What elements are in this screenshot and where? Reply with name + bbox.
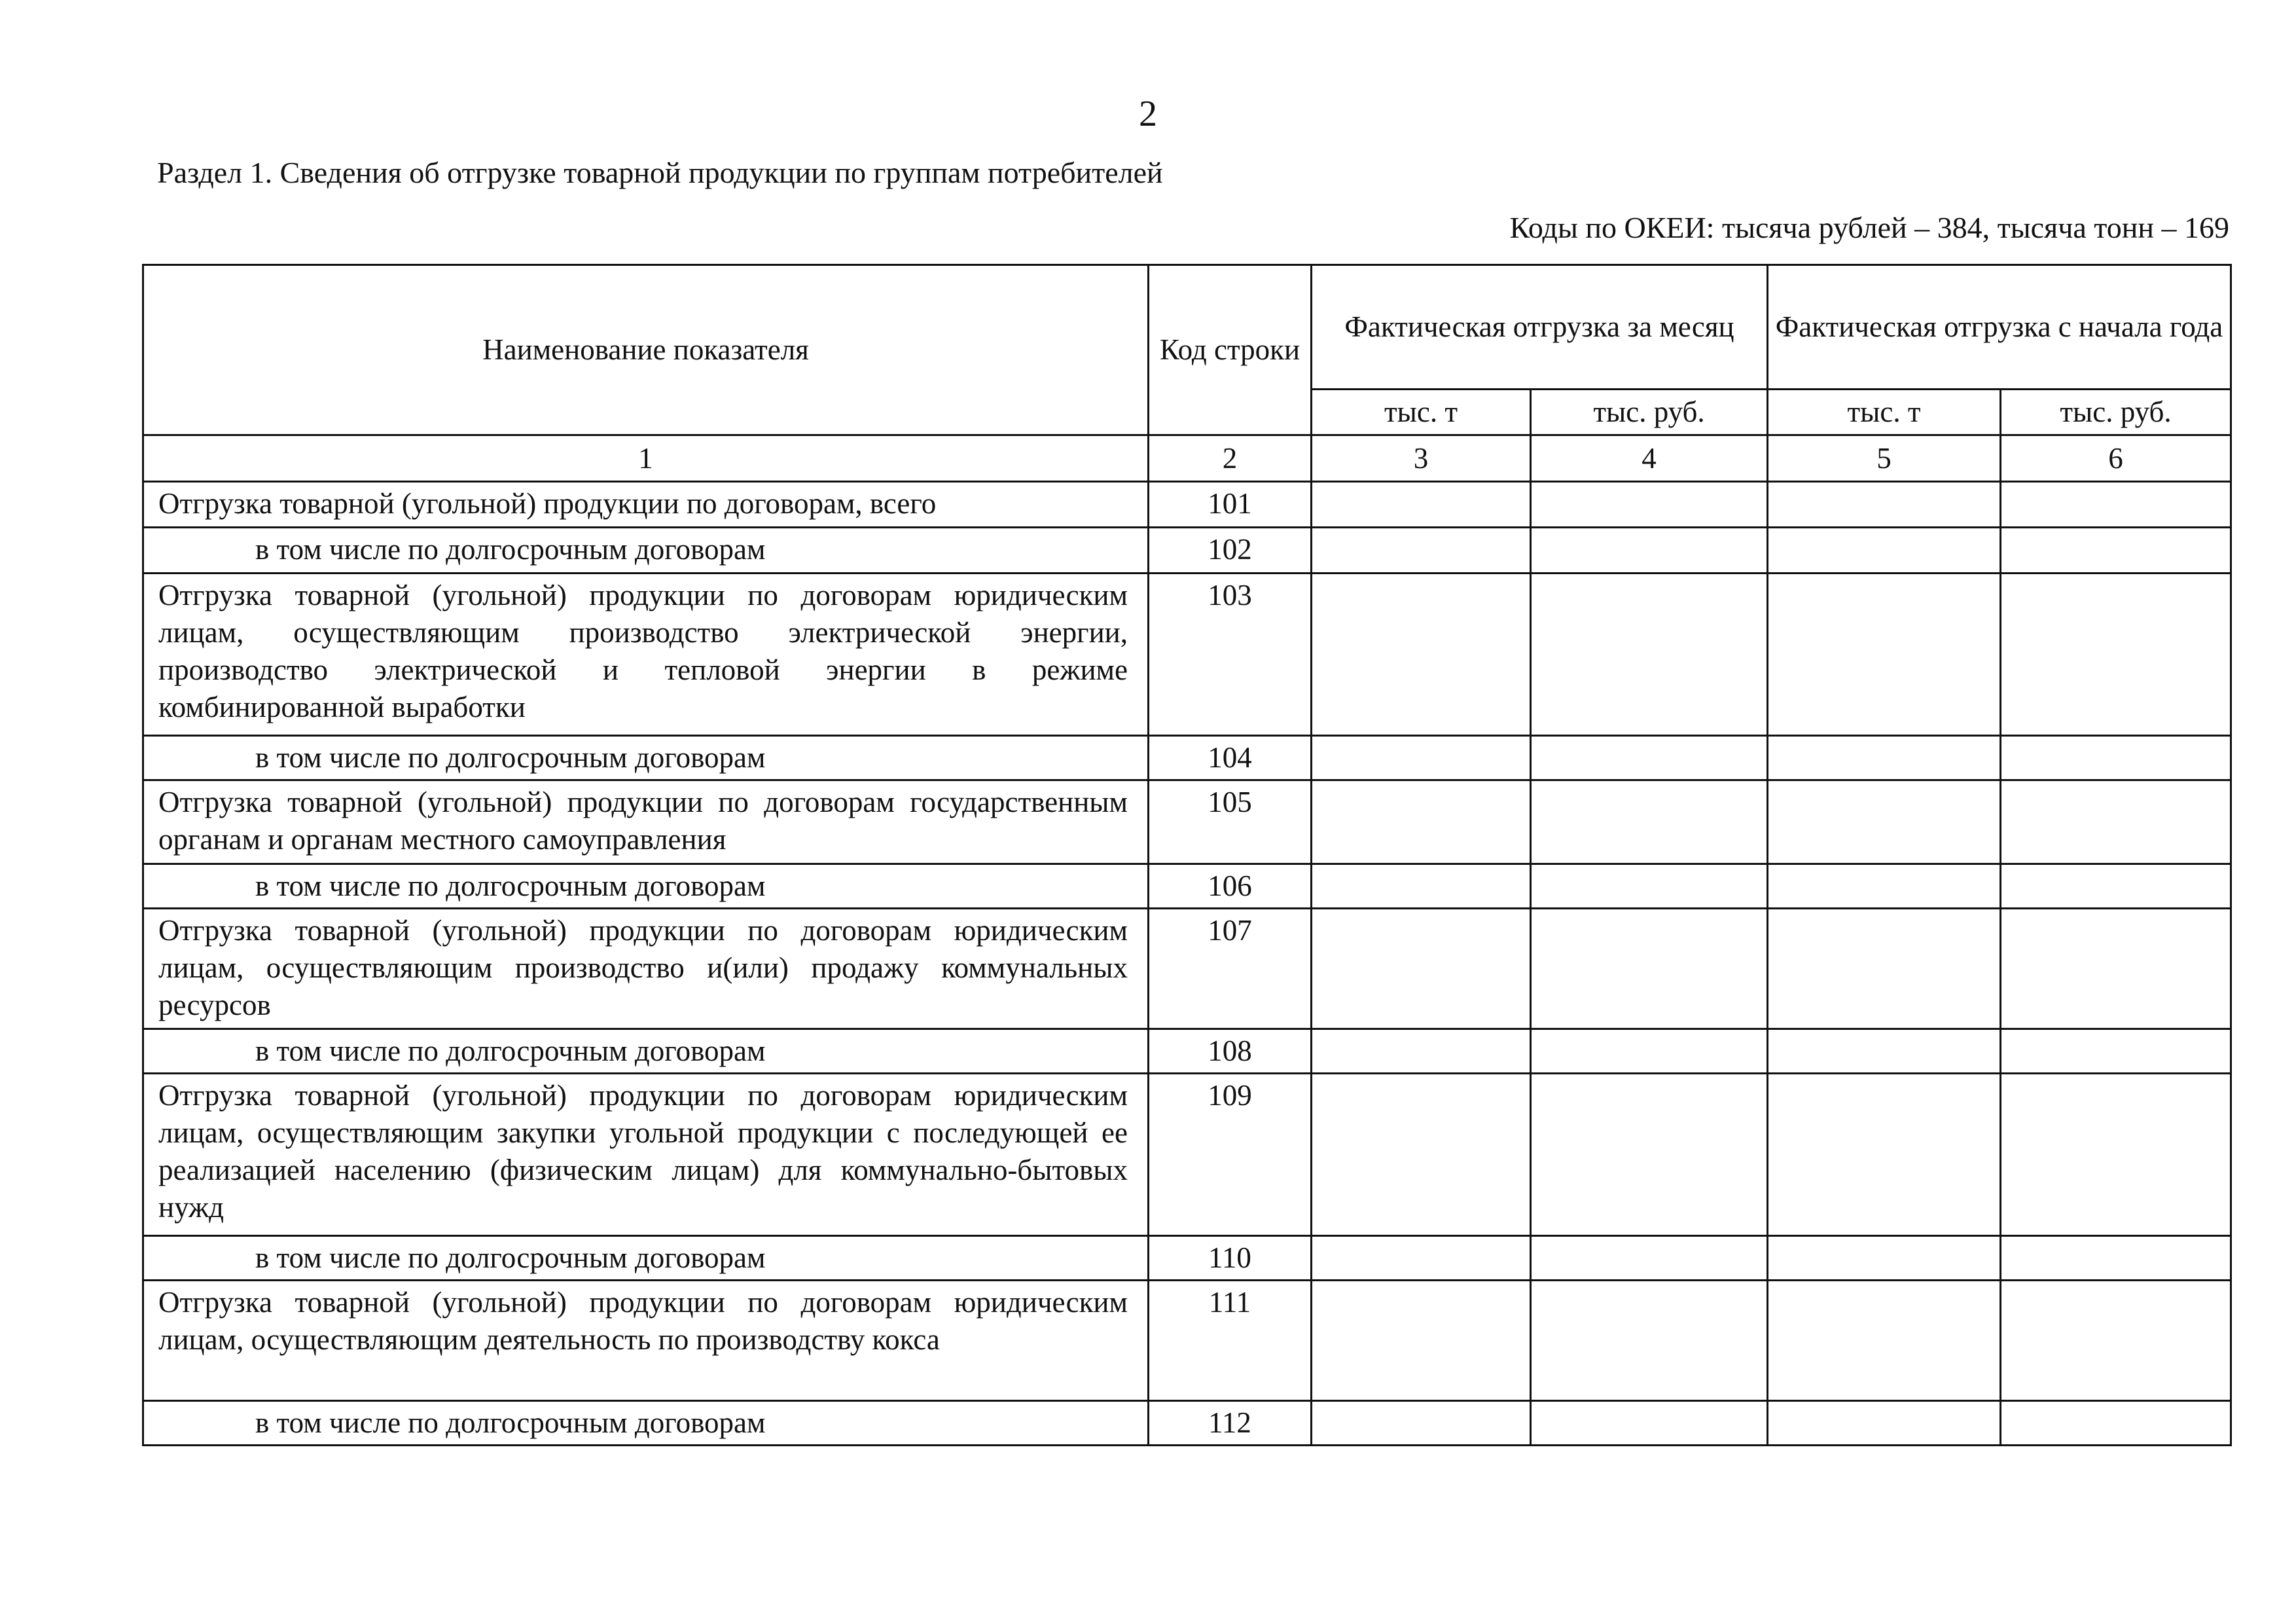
table-row [143,1074,2231,1236]
value-cell-month-rub[interactable] [1531,1236,1768,1281]
table-row [143,574,2231,736]
value-cell-month-rub[interactable] [1531,780,1768,864]
value-cell-month-tons[interactable] [1312,1074,1531,1236]
column-number: 3 [1312,435,1531,482]
value-cell-month-tons[interactable] [1312,1401,1531,1446]
value-cell-month-tons[interactable] [1312,780,1531,864]
value-cell-month-tons[interactable] [1312,864,1531,909]
column-number: 5 [1768,435,2001,482]
value-cell-year-tons[interactable] [1768,909,2001,1029]
value-cell-year-tons[interactable] [1768,482,2001,528]
row-code-cell: 111 [1149,1281,1312,1401]
value-cell-month-tons[interactable] [1312,528,1531,574]
shipment-table [142,264,2232,1446]
value-cell-year-tons[interactable] [1768,528,2001,574]
row-code-cell: 102 [1149,528,1312,574]
table-row [143,1401,2231,1446]
header-year-tons: тыс. т [1768,390,2001,435]
value-cell-year-rub[interactable] [2001,1029,2231,1074]
row-code-cell: 101 [1149,482,1312,528]
value-cell-year-rub[interactable] [2001,736,2231,780]
indicator-name-cell: в том числе по долгосрочным договорам [143,1029,1149,1074]
indicator-name-cell: Отгрузка товарной (угольной) продукции по договорам, всего [143,482,1149,528]
value-cell-month-tons[interactable] [1312,909,1531,1029]
table-row [143,780,2231,864]
section-title: Раздел 1. Сведения об отгрузке товарной продукции по группам потребителей [157,156,1163,189]
value-cell-year-tons[interactable] [1768,736,2001,780]
table-row [143,909,2231,1029]
value-cell-year-rub[interactable] [2001,1401,2231,1446]
value-cell-month-rub[interactable] [1531,528,1768,574]
value-cell-month-rub[interactable] [1531,909,1768,1029]
indicator-name-cell: в том числе по долгосрочным договорам [143,736,1149,780]
table-row [143,736,2231,780]
value-cell-year-tons[interactable] [1768,1236,2001,1281]
row-code-cell: 108 [1149,1029,1312,1074]
indicator-name-cell: в том числе по долгосрочным договорам [143,1236,1149,1281]
column-number: 1 [143,435,1149,482]
value-cell-year-tons[interactable] [1768,1281,2001,1401]
column-number: 2 [1149,435,1312,482]
row-code-cell: 105 [1149,780,1312,864]
value-cell-month-rub[interactable] [1531,482,1768,528]
indicator-name-cell: Отгрузка товарной (угольной) продукции по договорам юридическим лицам, осуществляющим производство и(или) продажу коммунальных ресурсов [143,909,1149,1029]
column-number: 6 [2001,435,2231,482]
header-row-code: Код строки [1149,265,1312,435]
indicator-name-cell: Отгрузка товарной (угольной) продукции по договорам юридическим лицам, осуществляющим деятельность по производству кокса [143,1281,1149,1401]
value-cell-year-tons[interactable] [1768,574,2001,736]
value-cell-month-tons[interactable] [1312,1281,1531,1401]
value-cell-year-rub[interactable] [2001,1074,2231,1236]
indicator-name-cell: в том числе по долгосрочным договорам [143,1401,1149,1446]
value-cell-month-tons[interactable] [1312,1029,1531,1074]
indicator-name-cell: в том числе по долгосрочным договорам [143,528,1149,574]
header-month-tons: тыс. т [1312,390,1531,435]
value-cell-month-rub[interactable] [1531,736,1768,780]
indicator-name-cell: Отгрузка товарной (угольной) продукции по договорам юридическим лицам, осуществляющим производство электрической энергии, производство электрической и тепловой энергии в режиме комбинированной выработки [143,574,1149,736]
indicator-name-cell: Отгрузка товарной (угольной) продукции по договорам государственным органам и органам местного самоуправления [143,780,1149,864]
value-cell-month-tons[interactable] [1312,736,1531,780]
value-cell-month-rub[interactable] [1531,864,1768,909]
table-row [143,1029,2231,1074]
value-cell-month-rub[interactable] [1531,574,1768,736]
row-code-cell: 109 [1149,1074,1312,1236]
page-number: 2 [1139,94,1157,134]
indicator-name-cell: Отгрузка товарной (угольной) продукции по договорам юридическим лицам, осуществляющим закупки угольной продукции с последующей ее реализацией населению (физическим лицам) для коммунально-бытовых нужд [143,1074,1149,1236]
row-code-cell: 104 [1149,736,1312,780]
value-cell-month-tons[interactable] [1312,574,1531,736]
header-indicator-name: Наименование показателя [143,265,1149,435]
value-cell-year-rub[interactable] [2001,528,2231,574]
value-cell-year-tons[interactable] [1768,864,2001,909]
indicator-name-cell: в том числе по долгосрочным договорам [143,864,1149,909]
value-cell-month-tons[interactable] [1312,482,1531,528]
value-cell-month-tons[interactable] [1312,1236,1531,1281]
value-cell-year-tons[interactable] [1768,780,2001,864]
value-cell-year-tons[interactable] [1768,1074,2001,1236]
okei-codes: Коды по ОКЕИ: тысяча рублей – 384, тысяча тонн – 169 [1509,211,2229,244]
table-row [143,1236,2231,1281]
header-month-rub: тыс. руб. [1531,390,1768,435]
table-row [143,864,2231,909]
value-cell-year-tons[interactable] [1768,1029,2001,1074]
header-year-shipment: Фактическая отгрузка с начала года [1768,265,2231,390]
value-cell-year-rub[interactable] [2001,780,2231,864]
table-row [143,528,2231,574]
row-code-cell: 106 [1149,864,1312,909]
value-cell-month-rub[interactable] [1531,1401,1768,1446]
row-code-cell: 110 [1149,1236,1312,1281]
row-code-cell: 112 [1149,1401,1312,1446]
value-cell-month-rub[interactable] [1531,1074,1768,1236]
value-cell-month-rub[interactable] [1531,1281,1768,1401]
value-cell-year-rub[interactable] [2001,864,2231,909]
value-cell-year-rub[interactable] [2001,1236,2231,1281]
value-cell-year-rub[interactable] [2001,574,2231,736]
value-cell-month-rub[interactable] [1531,1029,1768,1074]
value-cell-year-rub[interactable] [2001,1281,2231,1401]
table-row [143,482,2231,528]
value-cell-year-rub[interactable] [2001,909,2231,1029]
row-code-cell: 103 [1149,574,1312,736]
header-month-shipment: Фактическая отгрузка за месяц [1312,265,1768,390]
table-row [143,1281,2231,1401]
value-cell-year-tons[interactable] [1768,1401,2001,1446]
row-code-cell: 107 [1149,909,1312,1029]
value-cell-year-rub[interactable] [2001,482,2231,528]
header-year-rub: тыс. руб. [2001,390,2231,435]
column-number: 4 [1531,435,1768,482]
